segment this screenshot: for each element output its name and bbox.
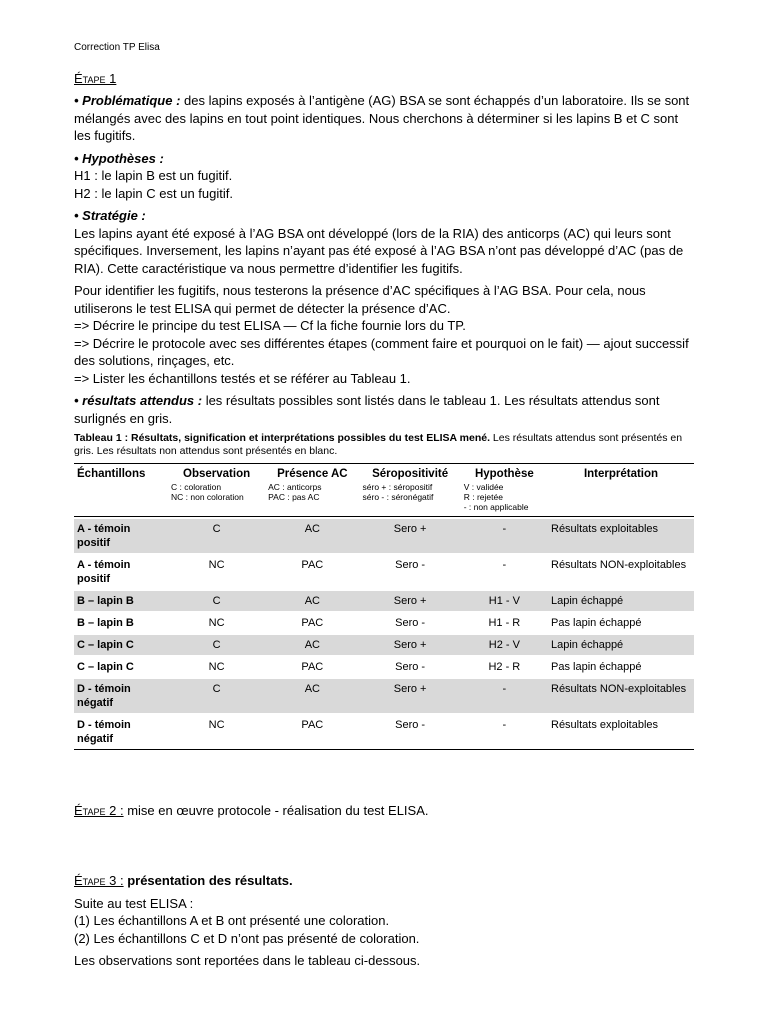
table-caption-rest: Les résultats attendus sont présentés en gris. Les résultats non attendus sont présentés en blanc. <box>74 432 683 457</box>
cell-presence: AC <box>265 519 359 553</box>
resultats-paragraph <box>74 392 694 427</box>
cell-presence: PAC <box>301 719 324 731</box>
header-presence-title: Présence AC <box>277 468 348 480</box>
cell-hypothese: - <box>502 559 507 571</box>
header-observation-sub1: C : coloration <box>171 482 222 492</box>
hypotheses-label-line <box>74 150 694 168</box>
step3-line-4: Les observations sont reportées dans le tableau ci-dessous. <box>74 953 421 968</box>
table-row <box>74 613 694 633</box>
strategie-arrow-3: => Lister les échantillons testés et se référer au Tableau 1. <box>74 370 411 386</box>
hypotheses-label: • Hypothèses : <box>74 150 164 166</box>
strategie-arrow-2: => Décrire le protocole avec ses différentes étapes (comment faire et pourquoi on le fait) — ajout successif des solutions, rinçages, etc. <box>74 335 689 368</box>
problematique-label: • Problématique : <box>74 93 181 108</box>
cell-sample: D - témoin négatif <box>74 679 168 713</box>
resultats-text: les résultats possibles sont listés dans le tableau 1. Les résultats attendus sont surlignés en gris. <box>74 393 660 426</box>
header-hypothese-sub3: - : non applicable <box>463 502 529 512</box>
table-row <box>74 591 694 611</box>
cell-presence: PAC <box>301 661 324 673</box>
header-observation-title: Observation <box>183 468 251 480</box>
cell-sero: Sero - <box>395 719 426 731</box>
header-sero <box>360 464 461 517</box>
cell-observation: C <box>168 635 265 655</box>
step3-line-2: (1) Les échantillons A et B ont présenté une coloration. <box>74 913 390 928</box>
cell-observation: NC <box>208 719 225 731</box>
cell-sample: C – lapin C <box>77 661 134 673</box>
step2-title: Étape 2 : <box>74 803 124 818</box>
cell-sample: A - témoin positif <box>77 559 131 585</box>
cell-interpretation: Lapin échappé <box>548 635 694 655</box>
cell-hypothese: H1 - R <box>488 617 521 629</box>
cell-hypothese: - <box>502 719 507 731</box>
strategie-arrow-1: => Décrire le principe du test ELISA — Cf la fiche fournie lors du TP. <box>74 318 466 333</box>
cell-sample: B – lapin B <box>74 591 168 611</box>
cell-interpretation: Résultats NON-exploitables <box>551 559 687 571</box>
cell-hypothese: H1 - V <box>461 591 548 611</box>
cell-sample: C – lapin C <box>74 635 168 655</box>
cell-hypothese: H2 - V <box>461 635 548 655</box>
header-observation <box>168 464 265 517</box>
cell-sample: B – lapin B <box>77 617 134 629</box>
cell-sample: A - témoin positif <box>74 519 168 553</box>
problematique-paragraph <box>74 92 694 145</box>
cell-observation: C <box>168 679 265 713</box>
step3-line-1: Suite au test ELISA : <box>74 895 194 911</box>
cell-interpretation: Résultats exploitables <box>551 719 659 731</box>
table-row <box>74 555 694 589</box>
header-interpretation: Interprétation <box>583 468 659 480</box>
header-hypothese-sub1: V : validée <box>463 482 504 492</box>
cell-sero: Sero + <box>360 591 461 611</box>
cell-presence: AC <box>265 679 359 713</box>
cell-interpretation: Pas lapin échappé <box>551 617 642 629</box>
step2-section <box>74 802 429 820</box>
cell-sero: Sero - <box>395 559 426 571</box>
cell-sero: Sero + <box>360 635 461 655</box>
step3-section <box>74 872 420 970</box>
strategie-label: • Stratégie : <box>74 208 146 223</box>
step3-text: présentation des résultats. <box>123 873 293 888</box>
cell-sample: D - témoin négatif <box>77 719 131 745</box>
cell-interpretation: Pas lapin échappé <box>551 661 642 673</box>
table-caption <box>74 432 694 458</box>
cell-observation: C <box>168 591 265 611</box>
table-row <box>74 715 694 750</box>
cell-observation: NC <box>208 559 225 571</box>
header-hypothese-title: Hypothèse <box>474 468 534 480</box>
header-echantillons: Échantillons <box>77 468 146 480</box>
header-hypothese <box>461 464 548 517</box>
cell-sero: Sero - <box>395 661 426 673</box>
table-header-row <box>74 464 694 517</box>
table-row <box>74 519 694 553</box>
document-header: Correction TP Elisa <box>74 42 160 53</box>
cell-presence: PAC <box>301 559 324 571</box>
strategie-label-line <box>74 207 694 225</box>
cell-presence: PAC <box>301 617 324 629</box>
results-table <box>74 463 694 750</box>
step1-title: Étape 1 <box>74 71 117 86</box>
cell-sero: Sero + <box>360 679 461 713</box>
table-caption-bold: Tableau 1 : Résultats, signification et interprétations possibles du test ELISA mené. <box>74 432 491 444</box>
cell-interpretation: Lapin échappé <box>548 591 694 611</box>
hypothesis-h1: H1 : le lapin B est un fugitif. <box>74 168 233 183</box>
cell-presence: AC <box>265 591 359 611</box>
strategie-paragraph-1: Les lapins ayant été exposé à l’AG BSA ont développé (lors de la RIA) des anticorps (AC) qui leurs sont spécifiques. Inversement, les lapins n’ayant pas été exposé à l’AG BSA n’ont pas développé d’AC (pas de RIA). Cette caractéristique va nous permettre d’identifier les fugitifs. <box>74 225 684 276</box>
header-sero-title: Séropositivité <box>372 468 449 480</box>
cell-hypothese: H2 - R <box>488 661 521 673</box>
step3-title: Étape 3 : <box>74 873 124 888</box>
cell-sero: Sero + <box>360 519 461 553</box>
header-presence <box>265 464 359 517</box>
cell-observation: C <box>168 519 265 553</box>
cell-sero: Sero - <box>395 617 426 629</box>
table-row <box>74 679 694 713</box>
step1-section <box>74 71 694 427</box>
resultats-label: • résultats attendus : <box>74 393 203 408</box>
cell-presence: AC <box>265 635 359 655</box>
cell-hypothese: - <box>461 679 548 713</box>
step3-line-3: (2) Les échantillons C et D n’ont pas présenté de coloration. <box>74 930 420 946</box>
cell-hypothese: - <box>461 519 548 553</box>
hypothesis-h2: H2 : le lapin C est un fugitif. <box>74 185 233 201</box>
header-presence-sub2: PAC : pas AC <box>268 492 320 502</box>
header-sero-sub1: séro + : séropositif <box>362 482 433 492</box>
cell-observation: NC <box>208 617 225 629</box>
header-presence-sub1: AC : anticorps <box>268 482 322 492</box>
strategie-paragraph-2: Pour identifier les fugitifs, nous testerons la présence d’AC spécifiques à l’AG BSA. Pour cela, nous utiliserons le test ELISA qui permet de détecter la présence d’AC. <box>74 283 646 316</box>
cell-interpretation: Résultats exploitables <box>548 519 694 553</box>
table-row <box>74 635 694 655</box>
problematique-text: des lapins exposés à l’antigène (AG) BSA se sont échappés d’un laboratoire. Ils se sont mélangés avec des lapins en tout point identiques. Nous cherchons à déterminer si les lapins B et C sont les fugitifs. <box>74 93 690 143</box>
header-observation-sub2: NC : non coloration <box>171 492 244 502</box>
header-sero-sub2: séro - : séronégatif <box>362 492 434 502</box>
step2-text: mise en œuvre protocole - réalisation du test ELISA. <box>123 803 429 818</box>
cell-observation: NC <box>208 661 225 673</box>
header-hypothese-sub2: R : rejetée <box>463 492 503 502</box>
table-row <box>74 657 694 677</box>
cell-interpretation: Résultats NON-exploitables <box>548 679 694 713</box>
